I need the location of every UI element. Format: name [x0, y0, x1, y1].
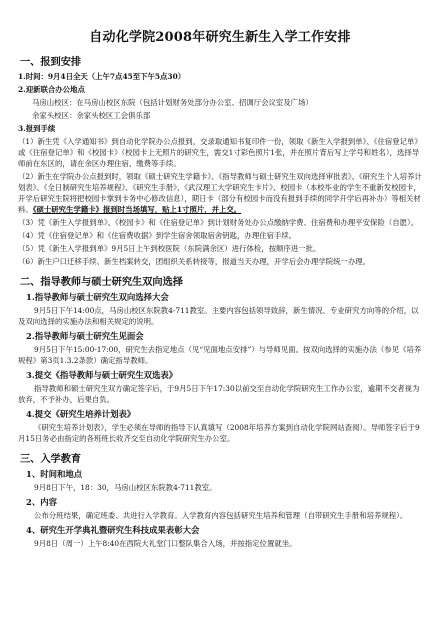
- step-2-text: （2）新生在学院办公点报到时，领取《硕士研究生学籍卡》、《指导教师与硕士研究生双向选择审批表》、《研究生个人培养计划表》、《全日制研究生培养规程》、《研究生手册》、《武汉理工大学研究生卡片》、校园卡（本校毕业的学生不重新发校园卡，开学后研究生院将把校园卡掌到卡务中心修改信息），期日卡（部分有校园卡而没有报到手续的同学开学后再补办）等相关材料。: [18, 172, 422, 214]
- section-heading-advisor-selection: 二、指导教师与硕士研究生双向选择: [20, 276, 183, 288]
- time-label: 1.时间：9月4日全天（上午7点45至下午5点30）: [18, 72, 186, 81]
- orientation-sub-1: 1、时间和地点: [26, 469, 83, 479]
- advisor-sub-3: 3.提交《指导教师与硕士研究生双选表》: [26, 370, 178, 380]
- section-heading-orientation: 三、入学教育: [20, 453, 82, 465]
- step-6: （6）新生户口迁移手续、新生档案转交，团组织关系转接等，报道当天办理，开学后会办理学院统一办理。: [18, 257, 371, 266]
- place-mafangshan: 马房山校区：在马房山校区东院（包括计划财务处部分办公室、招调厅会议室及广场）: [32, 98, 313, 107]
- advisor-sub-2: 2.指导教师与硕士研究生见面会: [26, 331, 144, 341]
- section-heading-ceremony: 4、研究生开学典礼暨研究生科技成果表彰大会: [26, 525, 200, 535]
- orientation-sub-1-text: 9月8日下午，18：30，马房山校区东院教4-711教室。: [34, 483, 217, 492]
- advisor-sub-3-text: 指导教师和硕士研究生双方确定签字后，于9月5日下午17:30以前交至自动化学院研究生工作办公室，逾期不交者视为放弃，不予补办，后果自负。: [18, 384, 420, 404]
- advisor-sub-4: 4.提交《研究生培养计划表》: [26, 409, 136, 419]
- steps-label: 3.报到手续: [18, 124, 56, 133]
- page-title: 自动化学院2008年研究生新生入学工作安排: [89, 30, 351, 45]
- step-5: （5）凭《新生入学报到单》9月5日上午到校医院（东院满余区）进行体检，按顺序进一批。: [18, 244, 321, 253]
- step-2-emphasis: 《硕士研究生学籍卡》报到时当场填写，贴上1寸照片，并上交。: [32, 205, 242, 214]
- orientation-sub-2-text: 公布分班结果，确定班委、共进行入学教育。入学教育内容包括研究生培养和管理（自带研究生手册和培养规程）。: [34, 511, 408, 520]
- step-4: （4）凭《住宿登记单》和《住宿费收据》到学生宿舍领取宿舍钥匙，办理住宿手续。: [18, 231, 297, 240]
- advisor-sub-2-text: 9月5日下午15:00-17:00，研究生去指定地点（见“见面地点安排”）与导师见面。按双向选择的实施办法（参见《培养规程》第3页1.3.2条款）确定指导教师。: [18, 345, 422, 365]
- place-label: 2.迎新联合办公地点: [18, 85, 85, 94]
- orientation-sub-2: 2、内容: [26, 497, 57, 507]
- section-heading-registration: 一、报到安排: [20, 56, 82, 68]
- ceremony-text: 9月8日（周一）上午8:40在西院大礼堂门口整队集合入场，并按指定位置就坐。: [34, 539, 297, 548]
- advisor-sub-1: 1.指导教师与硕士研究生双向选择大会: [26, 292, 169, 302]
- advisor-sub-4-text: 《研究生培养计划表》，学生必须在导师的指导下认真填写（2008年培养方案到自动化学院网站查阅）。导师签字后于9月15日务必由指定的各班班长收齐交至自动化学院研究生办公室。: [18, 423, 420, 443]
- place-yujiatou: 余家头校区：余家头校区工会俱乐部: [32, 111, 151, 120]
- step-3: （3）凭《新生入学报到单》、《校园卡》和《住宿登记单》到计划财务处办公点缴纳学费、住宿费和办理平安保险（自愿）。: [18, 218, 419, 227]
- step-2: [18, 171, 422, 215]
- step-1: （1）新生凭《入学通知书》到自动化学院办公点报到，交录取通知书复印件一份，领取《新生入学报到单》、《住宿登记单》或《住宿登记单》和《校园卡》（校园卡上无照片的研究生，需交1寸彩色照片1张，并在照片背后写上学号和姓名），选择导师前在东区的，请在余区办理住宿、缴费等手续。: [18, 137, 422, 168]
- advisor-sub-1-text: 9月5日下午14:00点，马房山校区东院教4-711教室。主要内容包括领导致辞，新生情况、专业研究方向等的介绍，以及双向选择的实施办法和相关规定的说明。: [18, 306, 419, 326]
